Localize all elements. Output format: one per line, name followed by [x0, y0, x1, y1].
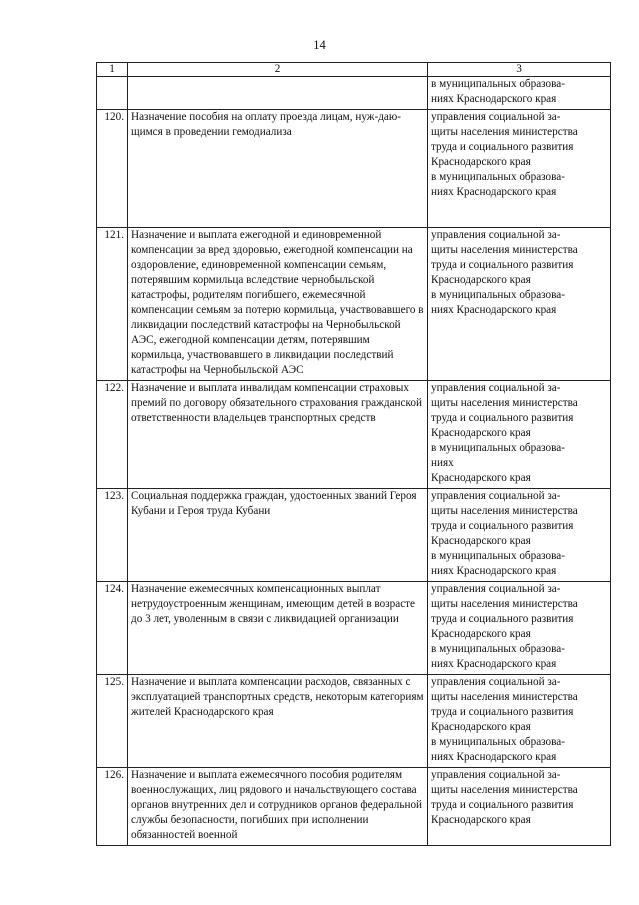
service-description [128, 77, 428, 110]
table-row [97, 489, 611, 582]
table-row [97, 582, 611, 675]
table-row [97, 768, 611, 846]
table-row [97, 110, 611, 228]
service-description: Назначение и выплата ежегодной и единовременной компенсации за вред здоровью, ежегодной компенсации на оздоровление, единовременной компенсации семьям, потерявшим кормильца вследствие чернобыльской катастрофы, родителям погибшего, ежемесячной компенсации семьям за потерю кормильца, участвовавшего в ликвидации последствий катастрофы на Чернобыльской АЭС, ежегодной компенсации детям, потерявшим кормильца, участвовавшего в ликвидации последствий катастрофы на Чернобыльской АЭС [128, 228, 428, 381]
row-number [97, 77, 128, 110]
service-description: Назначение и выплата ежемесячного пособия родителям военнослужащих, лиц рядового и начальствующего состава органов внутренних дел и сотрудников органов федеральной службы безопасности, погибших при исполнении обязанностей военной [128, 768, 428, 846]
column-header-number: 1 [97, 63, 128, 77]
responsible-body: управления социальной за- щиты населения министерства труда и социального развития Краснодарского края в муниципальных образова- ниях Краснодарского края [428, 381, 611, 489]
table-row [97, 675, 611, 768]
responsible-body: управления социальной за- щиты населения министерства труда и социального развития Краснодарского края в муниципальных образова- ниях Краснодарского края [428, 110, 611, 228]
responsible-body: управления социальной за- щиты населения министерства труда и социального развития Краснодарского края в муниципальных образова- ниях Краснодарского края [428, 489, 611, 582]
column-header-responsible: 3 [428, 63, 611, 77]
service-description: Назначение и выплата инвалидам компенсации страховых премий по договору обязательного страхования гражданской ответственности владельцев транспортных средств [128, 381, 428, 489]
table-row [97, 381, 611, 489]
row-number: 123. [97, 489, 128, 582]
table-row-continuation [97, 77, 611, 110]
column-header-service: 2 [128, 63, 428, 77]
responsible-body: управления социальной за- щиты населения министерства труда и социального развития Краснодарского края в муниципальных образова- ниях Краснодарского края [428, 582, 611, 675]
service-description: Назначение и выплата компенсации расходов, связанных с эксплуатацией транспортных средств, некоторым категориям жителей Краснодарского края [128, 675, 428, 768]
responsible-body: в муниципальных образова- ниях Краснодарского края [428, 77, 611, 110]
row-number: 125. [97, 675, 128, 768]
service-description: Социальная поддержка граждан, удостоенных званий Героя Кубани и Героя труда Кубани [128, 489, 428, 582]
page-number: 14 [313, 38, 326, 52]
row-number: 122. [97, 381, 128, 489]
service-description: Назначение ежемесячных компенсационных выплат нетрудоустроенным женщинам, имеющим детей в возрасте до 3 лет, уволенным в связи с ликвидацией организации [128, 582, 428, 675]
services-table [96, 62, 611, 846]
row-number: 126. [97, 768, 128, 846]
row-number: 120. [97, 110, 128, 228]
table-row [97, 228, 611, 381]
responsible-body: управления социальной за- щиты населения министерства труда и социального развития Краснодарского края в муниципальных образова- ниях Краснодарского края [428, 675, 611, 768]
responsible-body: управления социальной за- щиты населения министерства труда и социального развития Краснодарского края [428, 768, 611, 846]
row-number: 124. [97, 582, 128, 675]
row-number: 121. [97, 228, 128, 381]
responsible-body: управления социальной за- щиты населения министерства труда и социального развития Краснодарского края в муниципальных образова- ниях Краснодарского края [428, 228, 611, 381]
service-description: Назначение пособия на оплату проезда лицам, нуж-дающимся в проведении гемодиализа [128, 110, 428, 228]
table-header-row [97, 63, 611, 77]
